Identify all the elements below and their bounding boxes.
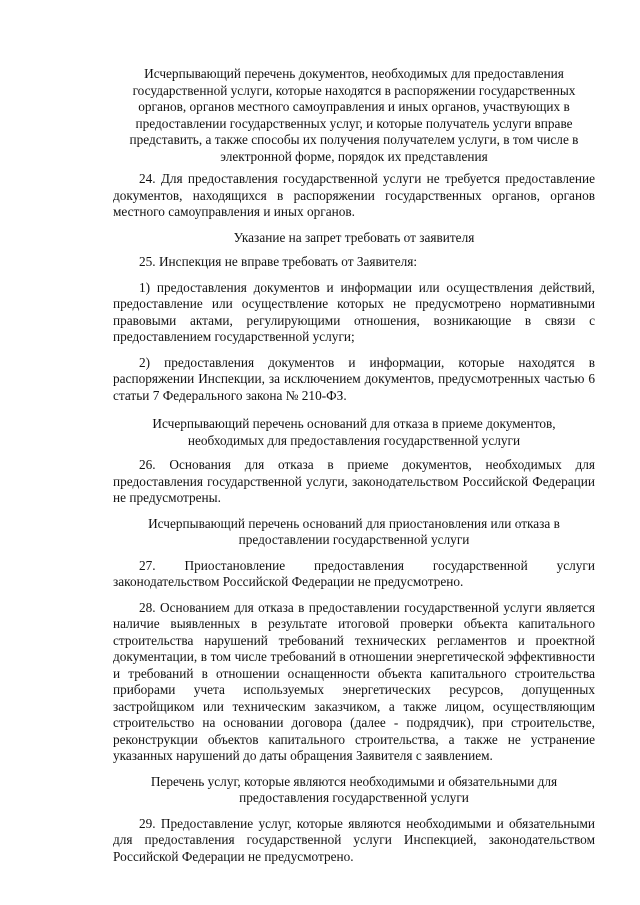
section-heading: Исчерпывающий перечень оснований для отказа в приеме документов, необходимых для предоставления государственной услуги — [152, 416, 556, 448]
section-heading: Указание на запрет требовать от заявителя — [233, 229, 475, 245]
document-page — [113, 66, 595, 865]
paragraph-24: 24. Для предоставления государственной услуги не требуется предоставление документов, находящихся в распоряжении государственных органов, органов местного самоуправления и иных органов. — [113, 171, 595, 219]
paragraph-25-item-2: 2) предоставления документов и информации, которые находятся в распоряжении Инспекции, за исключением документов, предусмотренных частью 6 статьи 7 Федерального закона № 210-ФЗ. — [113, 354, 595, 403]
section-heading: Исчерпывающий перечень оснований для приостановления или отказа в предоставлении государственной услуги — [148, 515, 560, 547]
section-heading: Исчерпывающий перечень документов, необходимых для предоставления государственной услуги, которые находятся в распоряжении государственных органов, органов местного самоуправления и иных органов, участвующих в предоставлении государственных услуг, и которые получатель услуги вправе представить, а также способы их получения получателем услуги, в том числе в электронной форме, порядок их представления — [129, 66, 579, 164]
paragraph-28: 28. Основанием для отказа в предоставлении государственной услуги является наличие выявленных в результате итоговой проверки объекта капитального строительства нарушений требований технических регламентов и проектной документации, в том числе требований в отношении энергетической эффективности и требований в отношении оснащенности объекта капитального строительства приборами учета используемых энергетических ресурсов, допущенных застройщиком или техническим заказчиком, а также лицом, осуществляющим строительство на основании договора (далее - подрядчик), при строительстве, реконструкции объектов капитального строительства, а также не устранение указанных нарушений до даты обращения Заявителя с заявлением. — [113, 599, 595, 763]
paragraph-25: 25. Инспекция не вправе требовать от Заявителя: — [139, 254, 418, 269]
paragraph-27: 27. Приостановление предоставления государственной услуги законодательством Российской Федерации не предусмотрено. — [113, 557, 595, 589]
paragraph-26: 26. Основания для отказа в приеме документов, необходимых для предоставления государственной услуги, законодательством Российской Федерации не предусмотрены. — [113, 457, 595, 505]
paragraph-29: 29. Предоставление услуг, которые являются необходимыми и обязательными для предоставления государственной услуги Инспекцией, законодательством Российской Федерации не предусмотрено. — [113, 815, 595, 864]
section-heading: Перечень услуг, которые являются необходимыми и обязательными для предоставления государственной услуги — [150, 773, 558, 805]
paragraph-25-item-1: 1) предоставления документов и информации или осуществления действий, предоставление или осуществление которых не предусмотрено нормативными правовыми актами, регулирующими отношения, возникающие в связи с предоставлением государственной услуги; — [113, 279, 595, 344]
